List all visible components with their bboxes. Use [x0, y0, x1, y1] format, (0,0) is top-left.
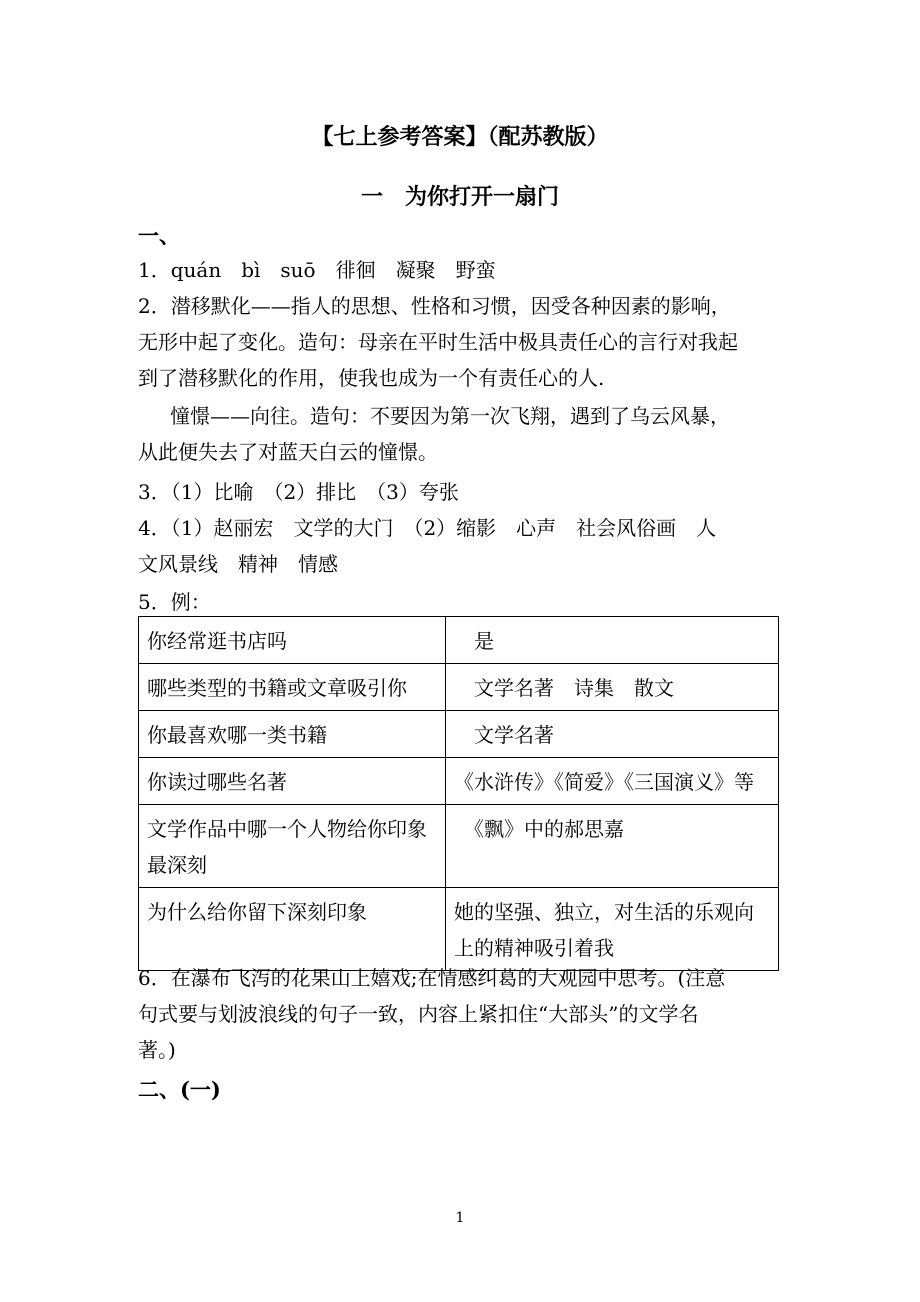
page-number: 1 [455, 1210, 465, 1226]
table-row [139, 758, 779, 805]
table-question-cell: 你读过哪些名著 [139, 758, 446, 805]
answer-2-line-2: 无形中起了变化。造句：母亲在平时生活中极具责任心的言行对我起 [138, 330, 738, 354]
table-row [139, 711, 779, 758]
table-answer-cell: 文学名著 诗集 散文 [445, 664, 778, 711]
table-answer-cell: 《飘》中的郝思嘉 [445, 805, 778, 888]
table-answer-cell: 是 [445, 617, 778, 664]
answer-6-line-2: 句式要与划波浪线的句子一致，内容上紧扣住“大部头”的文学名 [138, 1002, 699, 1026]
table-question-cell: 你最喜欢哪一类书籍 [139, 711, 446, 758]
answer-2-line-4: 憧憬——向往。造句：不要因为第一次飞翔，遇到了乌云风暴， [170, 404, 730, 428]
answer-3: 3．（1）比喻 （2）排比 （3）夸张 [138, 480, 459, 504]
table-question-cell: 文学作品中哪一个人物给你印象最深刻 [139, 805, 446, 888]
answer-5-label: 5．例： [138, 590, 211, 614]
answer-2-line-3: 到了潜移默化的作用，使我也成为一个有责任心的人. [138, 366, 605, 390]
table-row [139, 664, 779, 711]
survey-table [138, 616, 779, 971]
table-question-cell: 你经常逛书店吗 [139, 617, 446, 664]
answer-6-line-1: 6．在瀑布飞泻的花果山上嬉戏;在情感纠葛的大观园中思考。(注意 [138, 966, 726, 990]
answer-2-line-5: 从此便失去了对蓝天白云的憧憬。 [138, 440, 438, 464]
section-heading-1: 一、 [138, 223, 180, 248]
answer-4-line-1: 4．（1）赵丽宏 文学的大门 （2）缩影 心声 社会风俗画 人 [138, 516, 717, 540]
answer-1: 1．quán bì suō 徘徊 凝聚 野蛮 [138, 258, 496, 282]
document-title: 【七上参考答案】（配苏教版） [311, 124, 609, 150]
answer-2-line-1: 2．潜移默化——指人的思想、性格和习惯，因受各种因素的影响， [138, 294, 731, 318]
unit-title: 一 为你打开一扇门 [360, 184, 559, 210]
table-answer-cell: 《水浒传》《简爱》《三国演义》等 [445, 758, 778, 805]
table-answer-cell: 文学名著 [445, 711, 778, 758]
section-heading-2: 二、(一) [138, 1077, 221, 1102]
answer-6-line-3: 著。) [138, 1038, 176, 1062]
table-row [139, 888, 779, 971]
table-question-cell: 为什么给你留下深刻印象 [139, 888, 446, 971]
answer-4-line-2: 文风景线 精神 情感 [138, 552, 338, 576]
table-row [139, 617, 779, 664]
table-answer-cell: 她的坚强、独立，对生活的乐观向上的精神吸引着我 [445, 888, 778, 971]
table-row [139, 805, 779, 888]
table-question-cell: 哪些类型的书籍或文章吸引你 [139, 664, 446, 711]
